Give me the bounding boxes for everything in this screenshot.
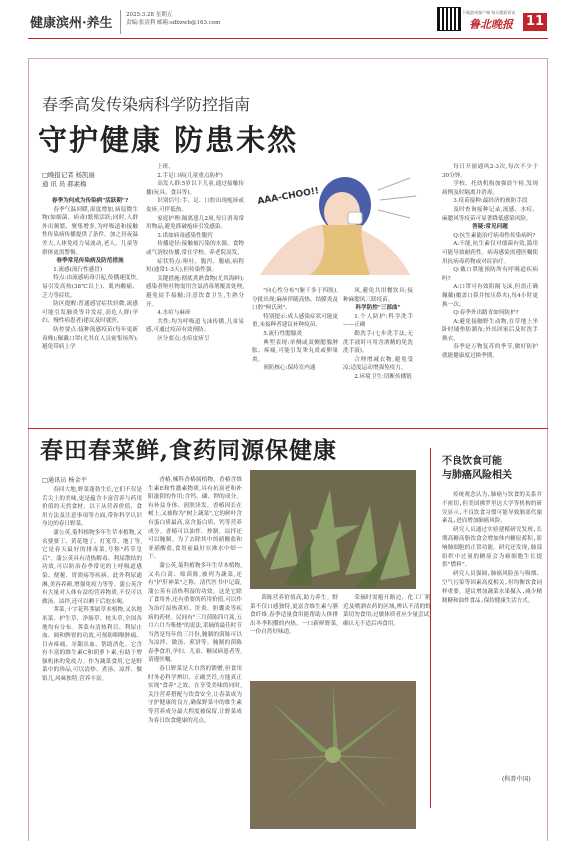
paragraph: 4.水痘与麻疹 <box>157 310 191 317</box>
qr-caption: 下载滨州客户端 每天精彩资讯 <box>462 10 516 15</box>
shepherds-purse-photo <box>250 681 416 829</box>
masthead-divider <box>120 10 121 34</box>
paragraph: A:口罩可有效阻隔飞沫,但需正确佩戴(覆盖口鼻并按压鼻夹),每4小时更换一次。 <box>442 284 538 308</box>
article2-column-2 <box>148 476 242 725</box>
article1-headline: 守护健康 防患未然 <box>38 123 299 157</box>
paragraph: 蒲公英,菊科植物多年生草本植物,又名婆婆丁、黄花地丁、灯笼草、地丁等,它是春天最好的排毒菜,号称"药草皇后"。蒲公英具有清热解毒、利尿散结的功效,可以防治春季常见的上呼吸道感染、便秘、胃溃疡等疾病。此外利尿通淋,美容养颜,增强免疫力等等。蒲公英含有大量对人体有益的营养物质,不仅可以做汤、凉拌,还可以晒干后泡水喝。 <box>42 529 142 605</box>
paragraph: 采摘时需避开路边、化工厂附近及喷洒农药的区域,辨认不清的野菜切勿食用;过敏体质者应少量尝试,确认无不适后再食用。 <box>343 595 431 627</box>
paragraph: 研究人员强调,肺癌风险虽与吸烟、空气污染等因素高度相关,但均衡饮食同样重要。建议增加蔬菜水果摄入,减少精制糖和油炸食品,保持健康生活方式。 <box>442 571 542 604</box>
paragraph: 传统观念认为,肺癌与饮食的关系并不密切,但美国佛罗里达大学等机构的研究显示,不良饮食习惯可能导致肺部代谢紊乱,进而增加肺癌风险。 <box>442 492 542 525</box>
paragraph: 防区提醒:普通感冒症状轻微,流感可能引发肺炎等并发症,高危人群(孕妇、慢性病患者)建议及时就医。 <box>42 301 138 325</box>
sidebar-body <box>442 491 542 605</box>
sidebar-source: (科普中国) <box>502 776 531 783</box>
paragraph: 春季是万物复苏的季节,做好防护就能健康度过换季期。 <box>442 344 538 360</box>
article1-column-2 <box>146 163 244 343</box>
article1-column-4 <box>343 287 413 382</box>
paragraph: 共性:均为呼吸道飞沫传播,儿童易感,可通过疫苗有效预防。 <box>146 318 244 334</box>
article2-column-3 <box>250 594 338 637</box>
paragraph: 1.流感(流行性感冒) <box>53 266 103 273</box>
article1-column-3 <box>252 287 338 373</box>
sidebar-title <box>442 455 512 483</box>
paragraph: Q:抗生素能治疗病毒性传染病吗? <box>453 232 536 239</box>
sneezing-woman-illustration <box>250 170 420 282</box>
paragraph: Q:春季外出踏青如何防护? <box>453 310 519 317</box>
paragraph: 及时查询接种记录,流感、水痘、麻腮风等疫苗可显著降低感染风险。 <box>442 206 538 222</box>
paragraph: 蒲公英,菊科植物多年生草本植物,又名白蒿、绵茵陈,被列为蔬菜,还有"护肝神菜"之称。清代医书中记载,蒲公英有清热利湿的功效。这是它除了食用外,还有重要的药用价值,可以作为治疗湿热黄疸、肝炎、胆囊炎等疾病的药材。民间有"三月茵陈四月蒿,五月六月当柴烧"的说法,采摘的最佳时节当然是每年的三月份,腌制的茵陈可以为凉拌、做汤、煎饼等。腌制的茵陈春季食用,孕妇、儿童、糖尿病患者等,请遵医嘱。 <box>148 562 242 664</box>
paragraph: A:避免接触野生动物,在草地上坐卧时铺垫防潮布;外出回家后及时洗手换衣。 <box>442 318 538 342</box>
newspaper-logo: 鲁北晚报 <box>469 18 513 31</box>
subheading: 科学防控"三部曲" <box>355 305 401 312</box>
paragraph: 典型表现:单侧或双侧腮腺肿胀、疼痛,可能引发睾丸炎或卵巢炎。 <box>252 339 338 363</box>
paragraph: 识别信号:手、足、口腔出现疱疹或皮疹,可伴低热。 <box>146 198 244 213</box>
paragraph: 春季气温回暖,湿度增加,病原微生物(如细菌、病毒)繁殖活跃;同时,人群外出频繁、聚集增多,为呼吸道和接触性传染病传播提供了条件。加之昼夜温差大,人体免疫力易波动,老人、儿童等群体更需警惕。 <box>42 206 138 256</box>
paragraph: 春日野菜是大自然的馈赠,但食用时务必科学辨识、正确烹饪,方能真正实现"食养"之效。在享受美味的同时,关注营养搭配与饮食安全,让春菜成为守护健康的良方,确保野菜中的维生素等营养成分最大程度被保留,让野菜成为春日饮食健康的亮点。 <box>148 666 242 724</box>
paragraph: 风,避免共用餐饮具;接种麻腮风三联疫苗。 <box>343 288 413 303</box>
top-rule <box>28 38 548 39</box>
article1-byline <box>42 171 95 189</box>
paragraph: 每日开窗通风2-3次,每次不少于30分钟。 <box>442 164 538 179</box>
section-divider <box>28 428 548 429</box>
paragraph: 特别提示:成人感染症状可能更重,未接种者建议补种疫苗。 <box>252 313 338 329</box>
article2-column-4 <box>343 594 431 628</box>
paragraph: 3.疫苗接种:最经济的预防手段 <box>453 198 528 205</box>
page-number: 11 <box>523 13 547 31</box>
paragraph: 2.环境卫生:切断传播链 <box>354 373 412 380</box>
paragraph: 家庭护理:隔离患儿2周,每日消毒常用物品,避免抓破疱疹引发感染。 <box>146 215 244 231</box>
paragraph: 荠菜,十字花科荠属草本植物,又名地米菜、护生草、净肠草、枕头草,全国各地均有分布。荠菜有清热利目、利尿止血、调和脾胃的功效,可预防咽喉肿痛、目赤疼痛、牙龈出血、帮助消化。它含有丰富的维生素C和胡萝卜素,有助于增强机体的免疫力。作为蔬菜食用,它是野菜中的珍品,可以清炒、煮汤、凉拌、做馅儿,风味独特,营养丰富。 <box>42 607 142 683</box>
paragraph: 春回大地,野菜蓬勃生长,它们不仅是舌尖上的美味,更是蕴含丰富营养与药用价值的天然食材。以下从营养价值、食用方法及注意事项等方面,带你科学认识身边的春日野菜。 <box>42 487 142 528</box>
article2-column-1 <box>42 486 142 684</box>
article2-headline: 春田春菜鲜,食药同源保健康 <box>40 437 338 464</box>
paragraph: A:不能,抗生素仅对细菌有效,滥用可能导致耐药性。病毒感染需遵医嘱使用抗病毒药物或对症治疗。 <box>442 241 538 265</box>
sneeze-text: AAA-CHOO!! <box>256 186 320 207</box>
paragraph: 关键措施:彻底煮熟食物(尤其海鲜);感染者呕吐物需用含氯消毒剂覆盖处理,避免徒手接触;注意饮食卫生,生熟分开。 <box>146 275 244 308</box>
paragraph: 合理增减衣物,避免受凉;适度运动增强免疫力。 <box>343 356 413 372</box>
paragraph: "向心性分布"(躯干多于四肢),分批出现;麻疹伴随高热、结膜炎及口腔"柯氏斑"。 <box>252 288 338 312</box>
subheading: 春季常见传染病及防范措施 <box>56 258 124 265</box>
paragraph: 3.诺如病毒感染性腹泻 <box>157 232 213 239</box>
paragraph: 香椿,楝科香椿属植物。香椿含维生素E和性激素物质,具有抗衰老和补阳滋阴的作用;含钙、磷、钾的成分。有补益身体、润肤泽发、香椿因长在树上,又被称为"树上蔬菜",它的鲜叶含有蛋白质最高,富含蛋白质、钙等营养成分。香椿可以油炸、炒制、凉拌还可以腌制。为了去除其中的硝酸盐和亚硝酸盐,食用前最好在沸水中焯一下。 <box>148 477 242 561</box>
article1-column-5 <box>442 163 538 361</box>
sidebar-title-line: 与肺癌风险相关 <box>442 470 512 481</box>
paragraph: 预防核心:保持室内通 <box>263 365 316 372</box>
editor-text: 责编:张清利 邮箱:sdbzwb@163.com <box>126 20 221 26</box>
article1-column-1 <box>42 197 138 352</box>
paragraph: 学校、托幼机构加强晨午检,发现病例及时隔离并消毒。 <box>442 181 538 196</box>
paragraph: 特点:由流感病毒引起,传播速度快,易引发高热(38℃以上)、肌肉酸痛、乏力等症状。 <box>42 275 138 299</box>
date-text: 2025.3.28 星期五 <box>126 12 173 18</box>
byline-line: □晚报记者 杨凯丽 <box>42 171 95 179</box>
byline-line: 通 讯 员 郝素梅 <box>42 180 87 188</box>
article1-kicker: 春季高发传染病科学防控指南 <box>42 95 251 114</box>
paragraph: 2.手足口病(儿童重点防护) <box>157 172 223 179</box>
paragraph: 症状特点:呕吐、腹泻、腹痛,病程短(通常1-3天),但传染性强。 <box>146 258 244 274</box>
paragraph: Q:戴口罩能预防所有呼吸道疾病吗? <box>442 267 538 282</box>
paragraph: 研究人员通过实验建模研究发现,长期高糖高脂饮食会增加体内糖原蓄积,影响肺细胞的正常功能。研究还发现,肺部组织中过量的糖原会为癌细胞生长提供"燃料"。 <box>442 527 542 569</box>
paragraph: 高发人群:5岁以下儿童,通过接触传播(玩具、食具等)。 <box>146 181 244 196</box>
qr-code-icon[interactable] <box>437 7 461 31</box>
section-title: 健康滨州·养生 <box>30 16 113 31</box>
paragraph: 传播途径:接触被污染的水源、食物或气溶胶传播,常在学校、养老院高发。 <box>146 241 244 256</box>
paragraph: 5.流行性腮腺炎 <box>263 330 303 337</box>
paragraph: 1.个人防护:科学洗手——正确 <box>343 313 413 329</box>
paragraph: 茵陈营养价值高,助力养生。野菜不仅口感独特,更富含维生素与膳食纤维,春季适量食用能帮助人体排出冬季积攒的内热。一口新鲜野菜,一份自然好味道。 <box>250 595 338 636</box>
paragraph: 上班。 <box>157 164 174 170</box>
paragraph: 防控要点:接种流感疫苗(每年更新毒株);佩戴口罩(尤其在人员密集场所);避免带病上学 <box>42 326 138 351</box>
subheading: 春季为何成为传染病"活跃期"? <box>51 198 129 204</box>
article2-byline: □通讯员 杨金平 <box>42 477 87 484</box>
subheading: 答疑:常见问题 <box>472 224 508 231</box>
sidebar-title-line: 不良饮食可能 <box>442 456 502 467</box>
wild-vegetable-photo <box>250 470 416 589</box>
date-line <box>126 11 220 27</box>
paragraph: 勤洗手(七步洗手法,无洗手液时可用含酒精的免洗洗手液)。 <box>343 330 413 355</box>
paragraph: 区分要点:水痘皮疹呈 <box>157 335 210 342</box>
